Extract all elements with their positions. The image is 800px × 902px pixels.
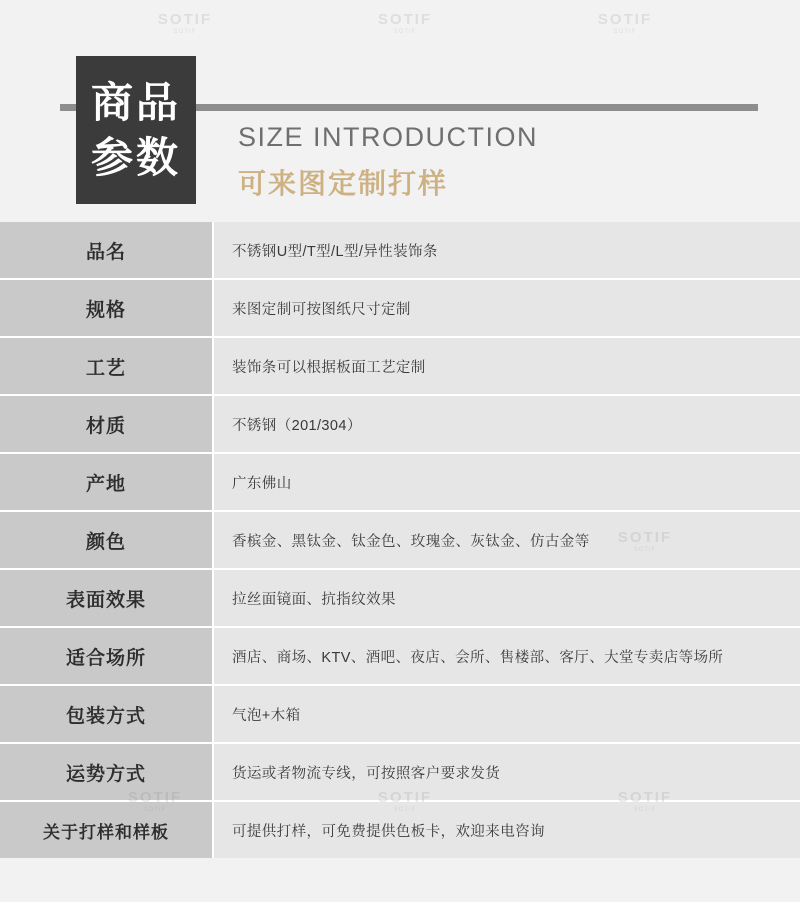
- row-label: 材质: [0, 396, 214, 452]
- page-title-line-2: 参数: [90, 134, 181, 181]
- table-row: [0, 570, 800, 628]
- spec-table: [0, 222, 800, 858]
- page-header: [0, 0, 800, 222]
- table-row: [0, 512, 800, 570]
- table-row: [0, 396, 800, 454]
- table-row: [0, 222, 800, 280]
- footer-spacer: [0, 858, 800, 902]
- table-row: [0, 628, 800, 686]
- row-value: 不锈钢U型/T型/L型/异性装饰条: [214, 222, 800, 278]
- row-label: 品名: [0, 222, 214, 278]
- watermark-sub: SOTIF: [393, 29, 417, 35]
- row-label: 规格: [0, 280, 214, 336]
- row-value: 香槟金、黑钛金、钛金色、玫瑰金、灰钛金、仿古金等: [214, 512, 800, 568]
- watermark-sub: SOTIF: [613, 29, 637, 35]
- watermark-sub: SOTIF: [173, 29, 197, 35]
- watermark-main: SOTIF: [377, 11, 433, 28]
- row-label: 颜色: [0, 512, 214, 568]
- row-value: 拉丝面镜面、抗指纹效果: [214, 570, 800, 626]
- row-label: 运势方式: [0, 744, 214, 800]
- row-value: 不锈钢（201/304）: [214, 396, 800, 452]
- page-title: [76, 56, 196, 204]
- row-label: 表面效果: [0, 570, 214, 626]
- table-row: [0, 338, 800, 396]
- subtitle-chinese: 可来图定制打样: [238, 168, 449, 199]
- row-value: 酒店、商场、KTV、酒吧、夜店、会所、售楼部、客厅、大堂专卖店等场所: [214, 628, 800, 684]
- row-label: 包装方式: [0, 686, 214, 742]
- row-label: 适合场所: [0, 628, 214, 684]
- row-value: 广东佛山: [214, 454, 800, 510]
- row-value: 货运或者物流专线，可按照客户要求发货: [214, 744, 800, 800]
- row-label: 产地: [0, 454, 214, 510]
- watermark-main: SOTIF: [597, 11, 653, 28]
- table-row: [0, 454, 800, 512]
- row-label: 关于打样和样板: [0, 802, 214, 858]
- row-value: 可提供打样，可免费提供色板卡，欢迎来电咨询: [214, 802, 800, 858]
- row-value: 气泡+木箱: [214, 686, 800, 742]
- header-subtitles: [238, 122, 538, 202]
- table-row: [0, 802, 800, 858]
- row-value: 来图定制可按图纸尺寸定制: [214, 280, 800, 336]
- subtitle-english: SIZE INTRODUCTION: [238, 122, 538, 152]
- page-title-line-1: 商品: [90, 78, 181, 126]
- row-label: 工艺: [0, 338, 214, 394]
- table-row: [0, 280, 800, 338]
- table-row: [0, 744, 800, 802]
- table-row: [0, 686, 800, 744]
- watermark-main: SOTIF: [157, 11, 213, 28]
- row-value: 装饰条可以根据板面工艺定制: [214, 338, 800, 394]
